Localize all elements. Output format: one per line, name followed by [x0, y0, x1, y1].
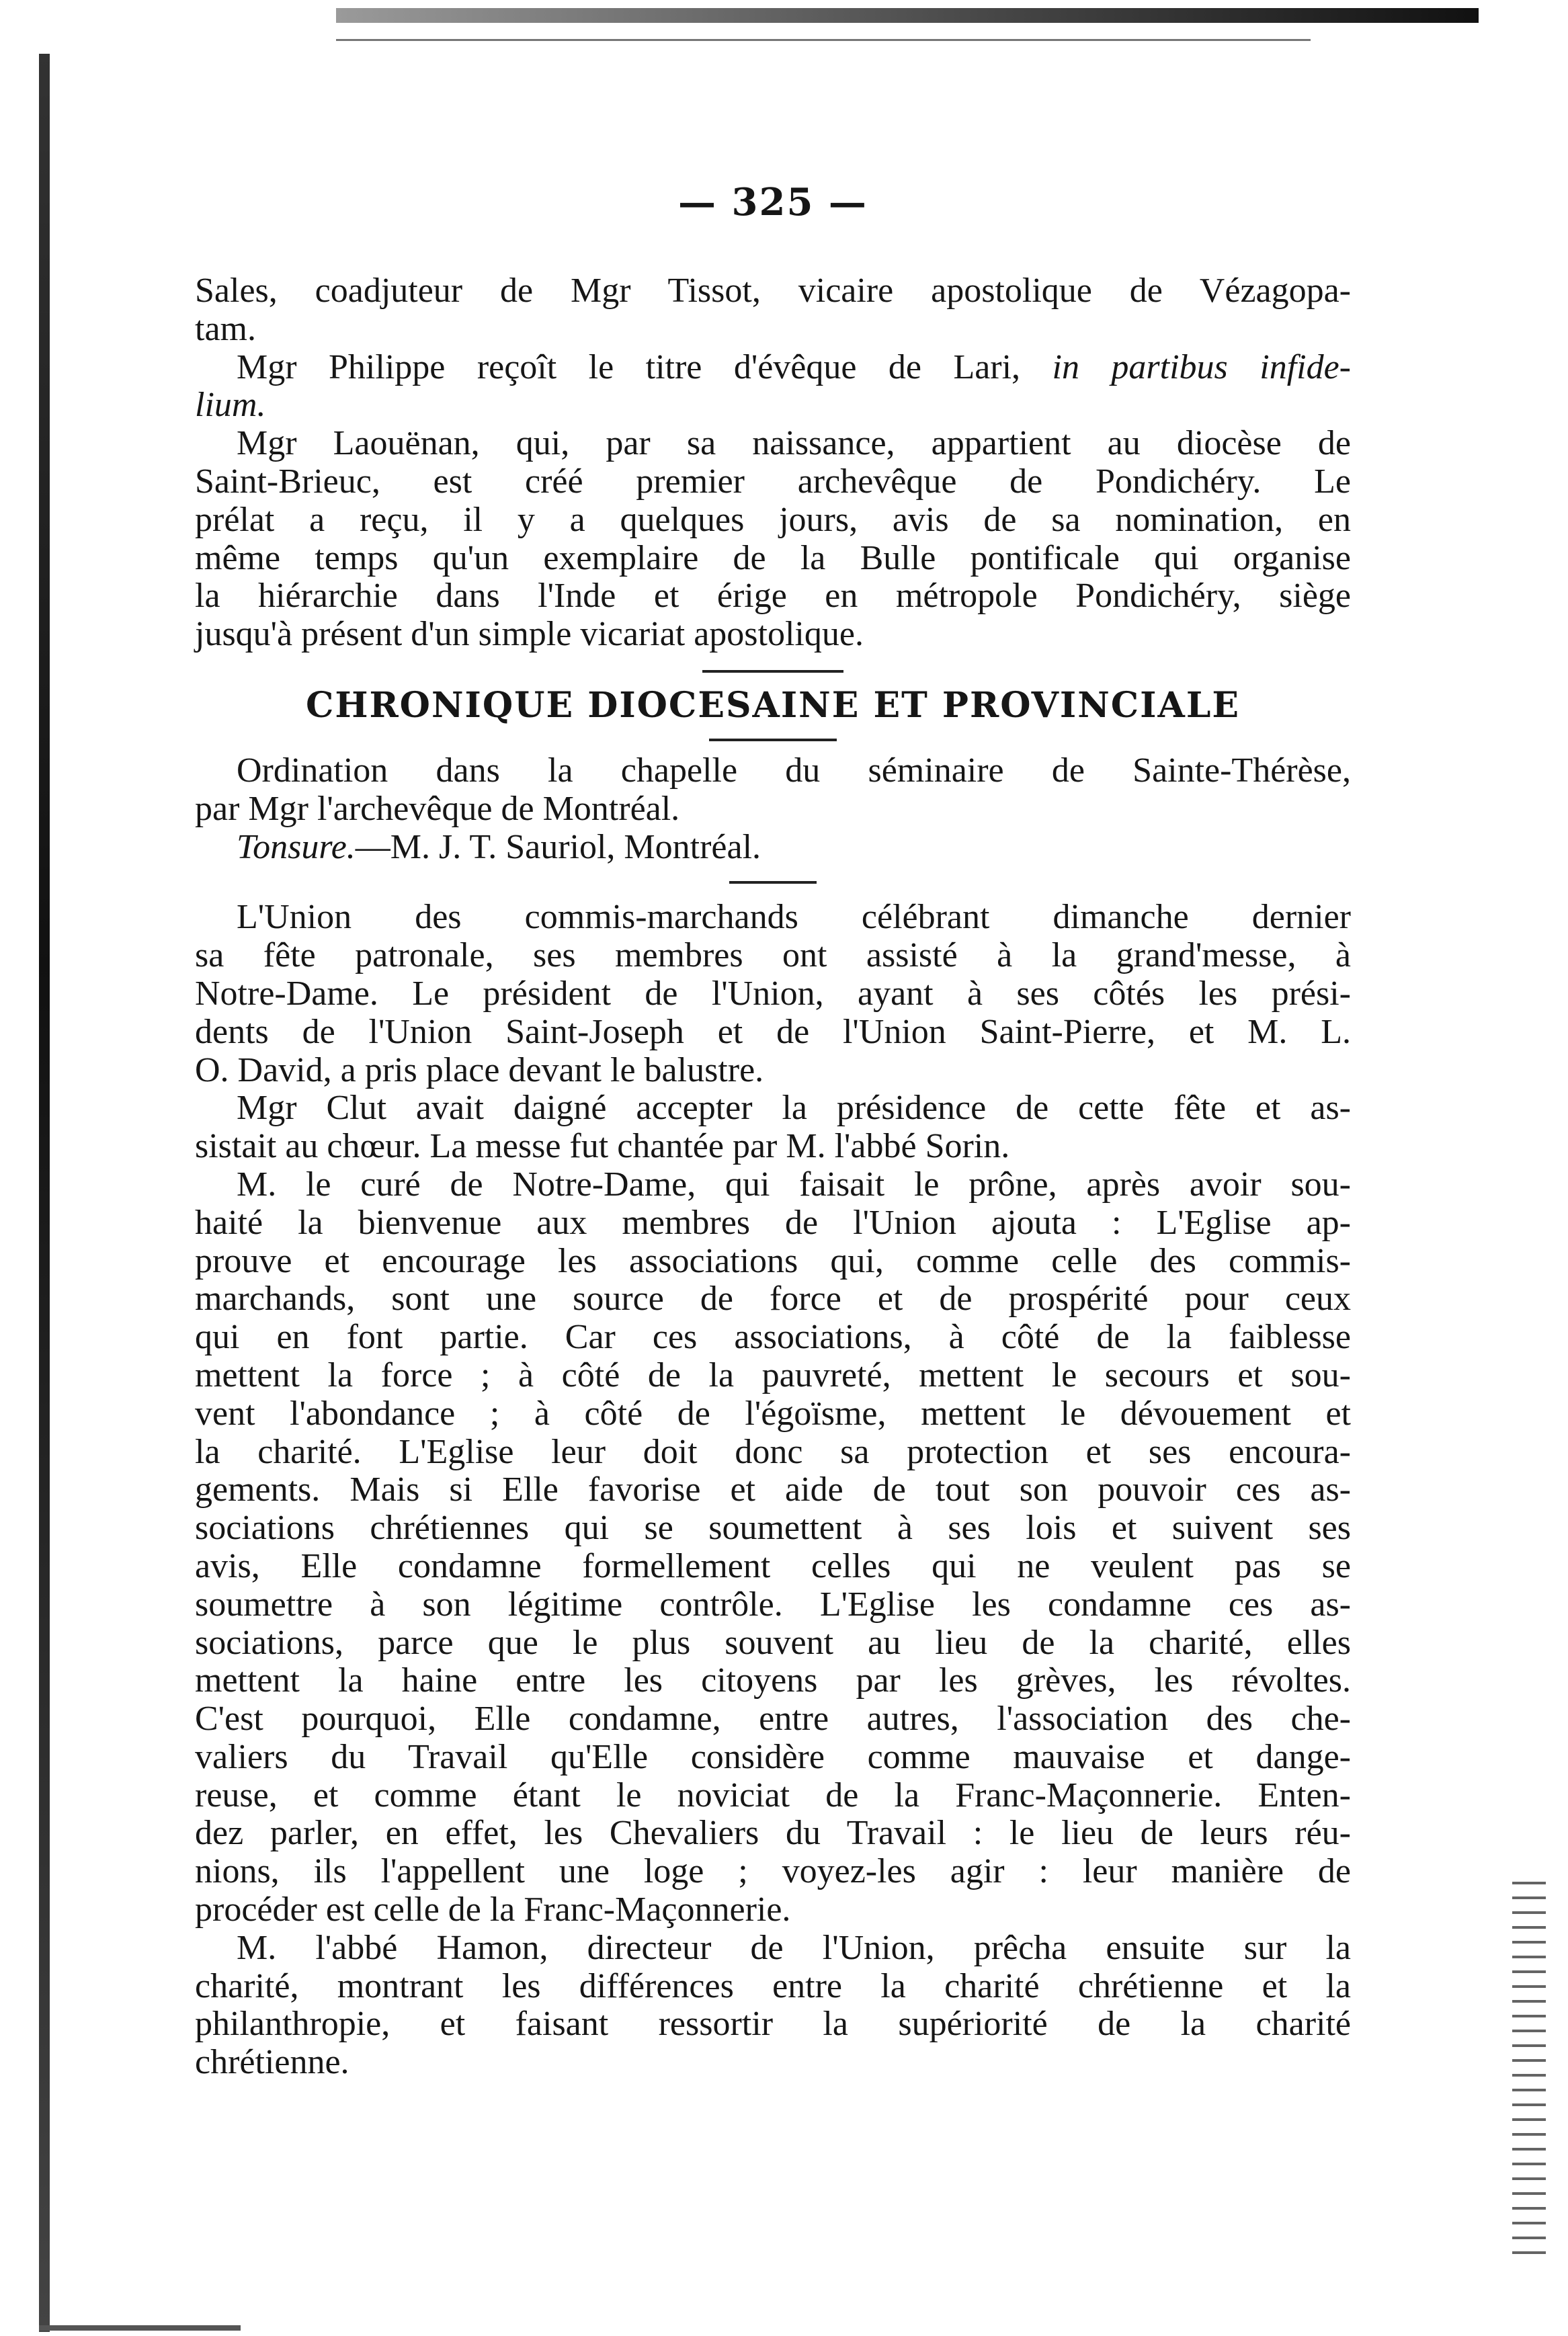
- text-line: C'est pourquoi, Elle condamne, entre autres, l'association des che-: [195, 1700, 1351, 1739]
- text-line: sistait au chœur. La messe fut chantée par M. l'abbé Sorin.: [195, 1127, 1010, 1166]
- text-run: Mgr Philippe reçoît le titre d'évêque de Lari,: [237, 347, 1053, 386]
- text-line: jusqu'à présent d'un simple vicariat apostolique.: [195, 615, 864, 654]
- section-divider: [709, 739, 837, 741]
- text-line: nions, ils l'appellent une loge ; voyez-les agir : leur manière de: [195, 1852, 1351, 1891]
- text-line: [195, 829, 1351, 867]
- text-line: dents de l'Union Saint-Joseph et de l'Union Saint-Pierre, et M. L.: [195, 1012, 1351, 1051]
- body-text: [195, 272, 1351, 2082]
- text-line: dez parler, en effet, les Chevaliers du Travail : le lieu de leurs réu-: [195, 1814, 1351, 1853]
- text-line: [195, 349, 1351, 387]
- text-line: soumettre à son légitime contrôle. L'Eglise les condamne ces as-: [195, 1585, 1351, 1624]
- latin-phrase: in partibus infide-: [1052, 347, 1351, 386]
- latin-phrase: lium.: [195, 386, 266, 425]
- text-line: Ordination dans la chapelle du séminaire de Sainte-Thérèse,: [237, 751, 1351, 790]
- page-number: — 325 —: [678, 180, 868, 224]
- section-heading: CHRONIQUE DIOCESAINE ET PROVINCIALE: [305, 684, 1241, 726]
- text-line: O. David, a pris place devant le balustre.: [195, 1050, 764, 1089]
- text-line: vent l'abondance ; à côté de l'égoïsme, mettent le dévouement et: [195, 1394, 1351, 1433]
- scan-edge-noise: [1512, 1882, 1546, 2258]
- text-line: avis, Elle condamne formellement celles qui ne veulent pas se: [195, 1546, 1351, 1585]
- text-line: par Mgr l'archevêque de Montréal.: [195, 789, 680, 828]
- text-line: sociations, parce que le plus souvent au lieu de la charité, elles: [195, 1623, 1351, 1662]
- scan-top-rule: [336, 39, 1311, 41]
- tonsure-label: Tonsure.: [237, 827, 356, 866]
- text-line: prouve et encourage les associations qui, comme celle des commis-: [195, 1241, 1351, 1280]
- text-line: mettent la force ; à côté de la pauvreté, mettent le secours et sou-: [195, 1355, 1351, 1394]
- text-line: prélat a reçu, il y a quelques jours, avis de sa nomination, en: [195, 500, 1351, 539]
- text-line: charité, montrant les différences entre la charité chrétienne et la: [195, 1966, 1351, 2005]
- text-run: —M. J. T. Sauriol, Montréal.: [355, 827, 761, 866]
- text-line: la hiérarchie dans l'Inde et érige en métropole Pondichéry, siège: [195, 577, 1351, 616]
- scan-top-border: [336, 8, 1479, 23]
- text-line: gements. Mais si Elle favorise et aide de tout son pouvoir ces as-: [195, 1470, 1351, 1509]
- text-line: Mgr Clut avait daigné accepter la présidence de cette fête et as-: [237, 1089, 1351, 1128]
- text-line: M. le curé de Notre-Dame, qui faisait le prône, après avoir sou-: [237, 1165, 1351, 1204]
- text-line: mettent la haine entre les citoyens par les grèves, les révoltes.: [195, 1661, 1351, 1700]
- text-line: haité la bienvenue aux membres de l'Union ajouta : L'Eglise ap-: [195, 1203, 1351, 1242]
- text-line: [195, 386, 1351, 425]
- text-line: marchands, sont une source de force et de prospérité pour ceux: [195, 1280, 1351, 1319]
- text-line: même temps qu'un exemplaire de la Bulle pontificale qui organise: [195, 538, 1351, 577]
- text-line: Notre-Dame. Le président de l'Union, ayant à ses côtés les prési-: [195, 974, 1351, 1013]
- section-divider: [729, 881, 817, 884]
- text-line: L'Union des commis-marchands célébrant dimanche dernier: [237, 898, 1351, 937]
- text-line: qui en font partie. Car ces associations, à côté de la faiblesse: [195, 1318, 1351, 1357]
- text-line: tam.: [195, 309, 256, 348]
- section-divider: [702, 670, 843, 673]
- text-line: reuse, et comme étant le noviciat de la Franc-Maçonnerie. Enten-: [195, 1776, 1351, 1814]
- text-line: la charité. L'Eglise leur doit donc sa protection et ses encoura-: [195, 1432, 1351, 1471]
- text-line: chrétienne.: [195, 2043, 349, 2082]
- text-line: sociations chrétiennes qui se soumettent à ses lois et suivent ses: [195, 1509, 1351, 1548]
- text-line: sa fête patronale, ses membres ont assisté à la grand'messe, à: [195, 936, 1351, 975]
- text-line: Saint-Brieuc, est créé premier archevêque de Pondichéry. Le: [195, 462, 1351, 501]
- text-line: Mgr Laouënan, qui, par sa naissance, appartient au diocèse de: [237, 424, 1351, 463]
- text-line: Sales, coadjuteur de Mgr Tissot, vicaire apostolique de Vézagopa-: [195, 272, 1351, 310]
- text-line: procéder est celle de la Franc-Maçonnerie.: [195, 1890, 791, 1929]
- scan-left-border: [39, 54, 50, 2332]
- text-line: M. l'abbé Hamon, directeur de l'Union, prêcha ensuite sur la: [237, 1928, 1351, 1967]
- text-line: philanthropie, et faisant ressortir la supériorité de la charité: [195, 2005, 1351, 2044]
- scan-bottom-rule: [39, 2325, 241, 2331]
- text-line: valiers du Travail qu'Elle considère comme mauvaise et dange-: [195, 1737, 1351, 1776]
